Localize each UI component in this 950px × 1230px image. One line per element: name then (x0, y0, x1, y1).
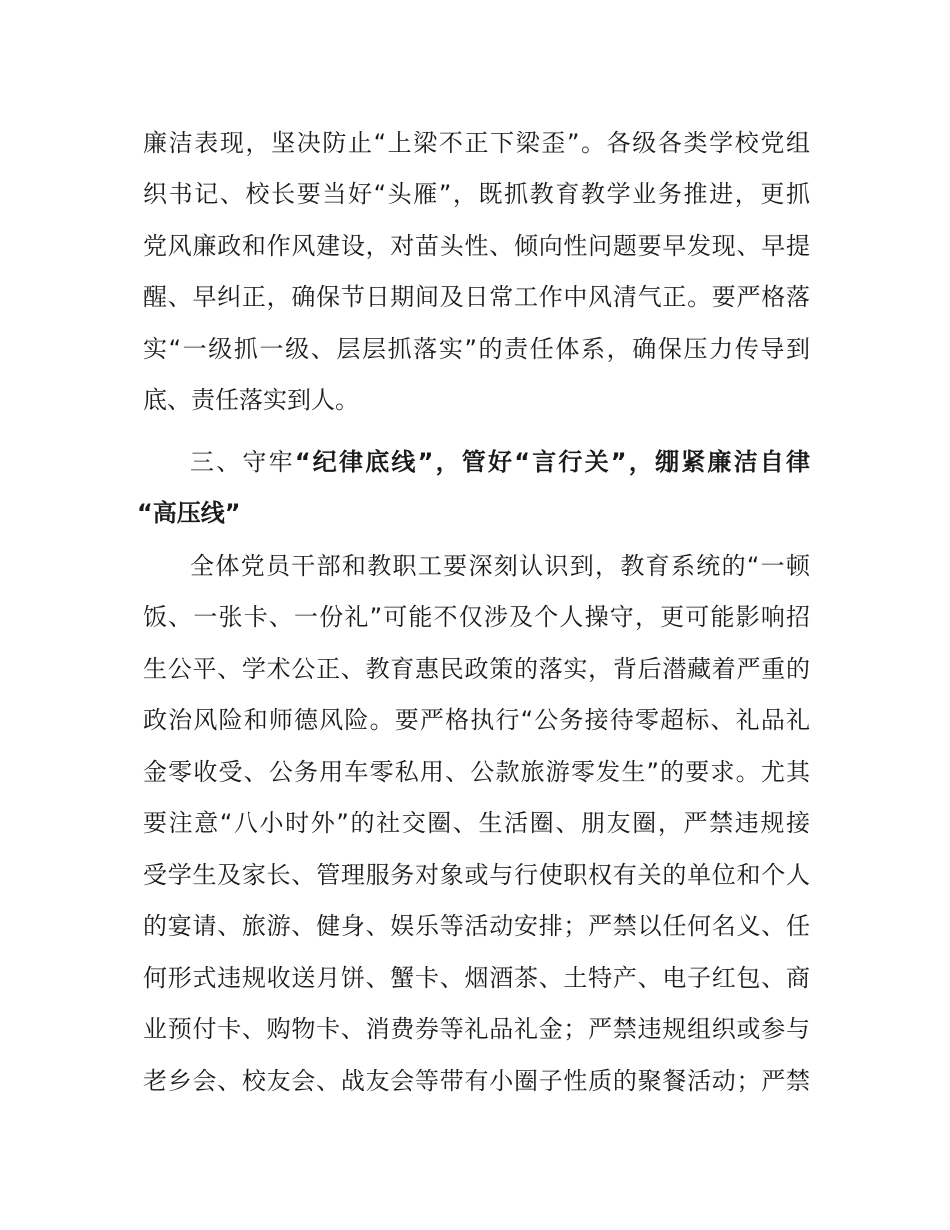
text-line: 醒、早纠正，确保节日期间及日常工作中风清气正。要严格落 (143, 283, 810, 311)
heading-line (190, 436, 810, 488)
text-line: 全体党员干部和教职工要深刻认识到，教育系统的“一顿 (190, 552, 810, 580)
text-line: 要注意“八小时外”的社交圈、生活圈、朋友圈，严禁违规接 (143, 809, 810, 837)
text-line: 党风廉政和作风建设，对苗头性、倾向性问题要早发现、早提 (143, 232, 810, 260)
text-line: 金零收受、公务用车零私用、公款旅游零发生”的要求。尤其 (143, 758, 810, 786)
text-line: 政治风险和师德风险。要严格执行“公务接待零超标、礼品礼 (143, 706, 810, 734)
heading-prefix: 三、守牢 (190, 448, 295, 476)
text-line: 的宴请、旅游、健身、娱乐等活动安排；严禁以任何名义、任 (143, 912, 810, 940)
text-line: 廉洁表现，坚决防止“上梁不正下梁歪”。各级各类学校党组 (143, 129, 810, 157)
text-line: 生公平、学术公正、教育惠民政策的落实，背后潜藏着严重的 (143, 655, 810, 683)
heading-bold-text: “纪律底线”，管好“言行关”，绷紧廉洁自律 (294, 448, 811, 476)
heading-line: “高压线” (137, 499, 241, 527)
text-line: 老乡会、校友会、战友会等带有小圈子性质的聚餐活动；严禁 (143, 1067, 810, 1095)
text-line: 何形式违规收送月饼、蟹卡、烟酒茶、土特产、电子红包、商 (143, 964, 810, 992)
text-line: 受学生及家长、管理服务对象或与行使职权有关的单位和个人 (143, 861, 810, 889)
text-line: 底、责任落实到人。 (143, 386, 359, 414)
text-line: 织书记、校长要当好“头雁”，既抓教育教学业务推进，更抓 (143, 180, 810, 208)
text-line: 饭、一张卡、一份礼”可能不仅涉及个人操守，更可能影响招 (143, 603, 810, 631)
text-line: 业预付卡、购物卡、消费券等礼品礼金；严禁违规组织或参与 (143, 1015, 810, 1043)
text-line: 实“一级抓一级、层层抓落实”的责任体系，确保压力传导到 (143, 335, 810, 363)
